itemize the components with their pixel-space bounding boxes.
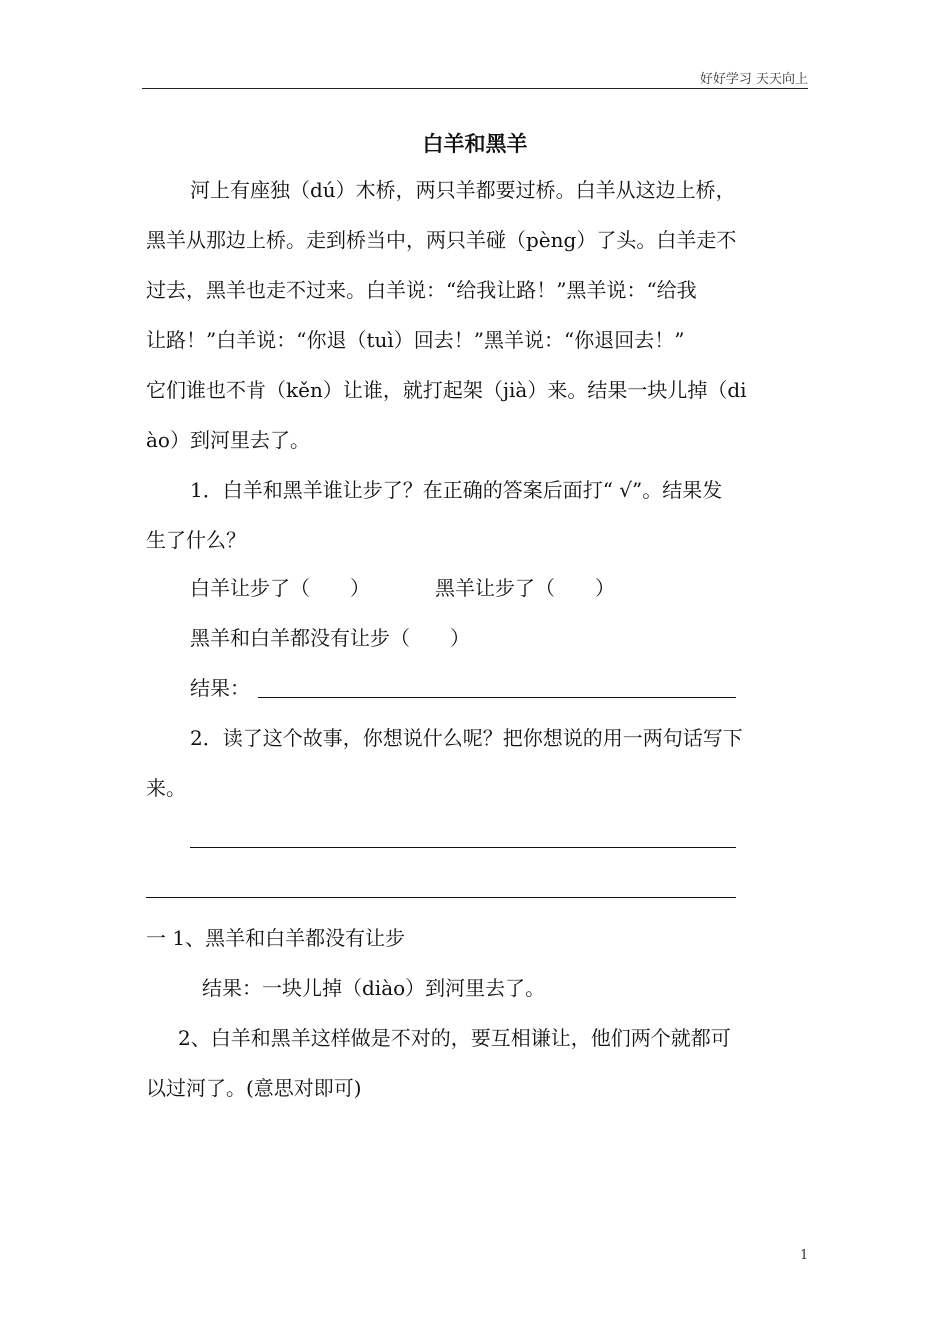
result-label: 结果： xyxy=(190,676,250,700)
answer-2: 以过河了。(意思对即可) xyxy=(146,1076,362,1100)
result-answer-line xyxy=(258,697,736,698)
answer-1-result: 结果：一块儿掉（diào）到河里去了。 xyxy=(202,976,546,1000)
answer-line xyxy=(190,847,736,848)
question-2-text: 来。 xyxy=(146,776,186,800)
answer-2: 2、白羊和黑羊这样做是不对的，要互相谦让，他们两个就都可 xyxy=(178,1026,731,1050)
question-1-text: 生了什么？ xyxy=(146,528,246,552)
option-black-yielded: 黑羊让步了（ ） xyxy=(435,576,615,600)
page-title: 白羊和黑羊 xyxy=(422,132,528,156)
header-text: 好好学习 天天向上 xyxy=(699,72,808,87)
option-white-yielded: 白羊让步了（ ） xyxy=(190,576,370,600)
story-line: 让路！”白羊说：“你退（tuì）回去！”黑羊说：“你退回去！” xyxy=(146,328,685,352)
header-divider xyxy=(142,88,808,89)
story-line: 黑羊从那边上桥。走到桥当中，两只羊碰（pèng）了头。白羊走不 xyxy=(146,228,737,252)
option-neither-yielded: 黑羊和白羊都没有让步（ ） xyxy=(190,626,470,650)
story-line: 它们谁也不肯（kěn）让谁，就打起架（jià）来。结果一块儿掉（di xyxy=(146,378,747,402)
story-line: 河上有座独（dú）木桥，两只羊都要过桥。白羊从这边上桥， xyxy=(190,178,736,202)
question-2-text: 2．读了这个故事，你想说什么呢？把你想说的用一两句话写下 xyxy=(190,726,743,750)
answer-1: 一 1、黑羊和白羊都没有让步 xyxy=(146,926,406,950)
question-1-text: 1．白羊和黑羊谁让步了？在正确的答案后面打“ √”。结果发 xyxy=(190,478,723,502)
story-line: ào）到河里去了。 xyxy=(146,428,310,452)
answer-line xyxy=(146,897,736,898)
story-line: 过去，黑羊也走不过来。白羊说：“给我让路！”黑羊说：“给我 xyxy=(146,278,697,302)
page-number: 1 xyxy=(800,1248,809,1263)
